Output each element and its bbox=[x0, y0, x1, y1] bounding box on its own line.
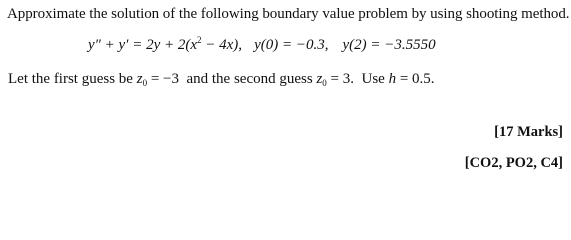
second-guess-sub: 0 bbox=[322, 78, 327, 88]
ode-rhs: = 2y + 2(x bbox=[128, 37, 198, 53]
marks-label: [17 Marks] bbox=[494, 124, 563, 140]
second-guess-var: z bbox=[316, 71, 323, 87]
first-guess-sub: 0 bbox=[142, 78, 148, 88]
guess-middle: and the second guess bbox=[186, 71, 317, 87]
step-use: Use bbox=[361, 71, 389, 87]
boundary-condition-1: y(0) = −0.3, bbox=[254, 37, 329, 53]
course-outcomes-label: [CO2, PO2, C4] bbox=[464, 155, 563, 171]
second-guess-value: = 3. bbox=[326, 71, 355, 87]
ode-equation bbox=[88, 37, 436, 54]
initial-guesses bbox=[8, 71, 435, 88]
step-size-var: h bbox=[388, 71, 397, 87]
ode-exponent: 2 bbox=[197, 35, 202, 45]
ode-rhs-rest: − 4x), bbox=[201, 37, 243, 53]
step-size-value: = 0.5. bbox=[396, 71, 435, 87]
first-guess-value: = −3 bbox=[147, 71, 179, 87]
guess-lead: Let the first guess be bbox=[8, 71, 137, 87]
ode-lhs: y″ + y′ bbox=[88, 37, 129, 53]
question-statement: Approximate the solution of the following boundary value problem by using shooting method. bbox=[7, 6, 570, 22]
boundary-condition-2: y(2) = −3.5550 bbox=[342, 37, 436, 53]
first-guess-var: z bbox=[136, 71, 143, 87]
